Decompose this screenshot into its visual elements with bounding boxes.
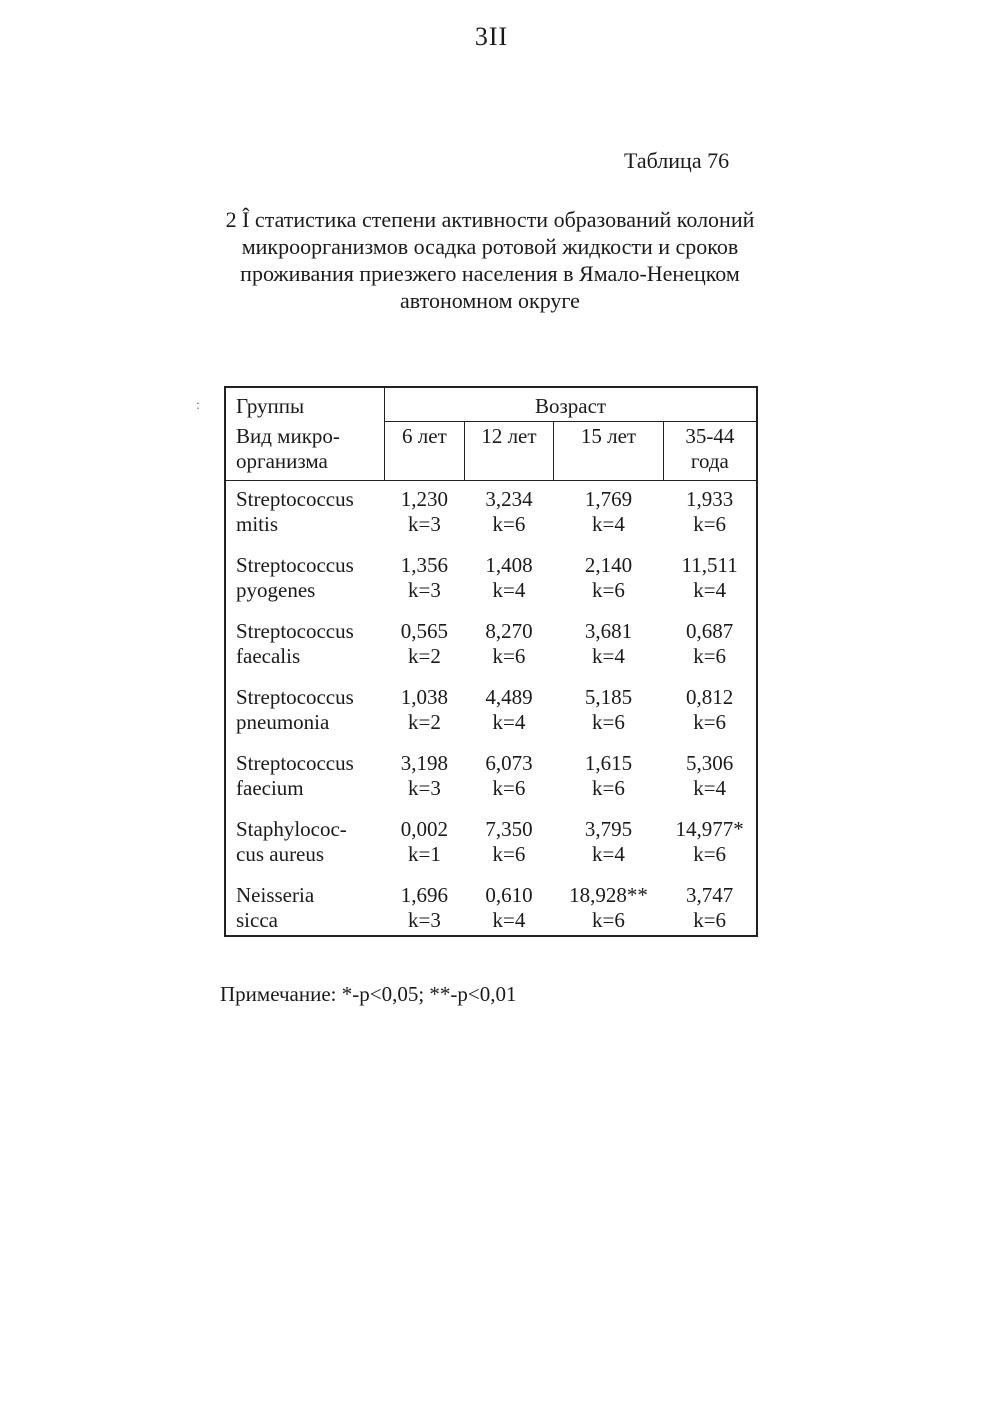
data-table [224, 386, 758, 937]
species-cell: Streptococcus pyogenes [236, 553, 354, 602]
value-cell: 14,977* k=6 [675, 817, 744, 866]
value-cell: 1,696 k=3 [400, 883, 449, 932]
value-cell: 1,356 k=3 [400, 553, 449, 602]
title-line: 2 Î статистика степени активности образований колоний [225, 207, 755, 232]
table-title [140, 206, 840, 314]
table-number: Таблица 76 [624, 148, 730, 173]
header-age-col: 12 лет [464, 422, 553, 481]
value-cell: 8,270 k=6 [485, 619, 533, 668]
title-line: проживания приезжего населения в Ямало-Ненецком [240, 261, 740, 286]
title-line: автономном округе [400, 288, 580, 313]
header-groups: Группы [225, 387, 385, 422]
value-cell: 7,350 k=6 [485, 817, 533, 866]
species-cell: Streptococcus faecalis [236, 619, 354, 668]
value-cell: 18,928** k=6 [569, 883, 648, 932]
header-age-col: 6 лет [385, 422, 465, 481]
header-row [225, 422, 757, 481]
value-cell: 5,306 k=4 [686, 751, 734, 800]
value-cell: 3,234 k=6 [485, 487, 533, 536]
species-cell: Neisseria sicca [236, 883, 315, 932]
header-age: Возраст [385, 387, 757, 422]
value-cell: 4,489 k=4 [485, 685, 533, 734]
value-cell: 0,002 k=1 [400, 817, 449, 866]
value-cell: 5,185 k=6 [584, 685, 633, 734]
table-row [225, 809, 757, 875]
page-number: 3II [474, 22, 509, 51]
table-row [225, 481, 757, 546]
value-cell: 0,565 k=2 [400, 619, 449, 668]
table-note: Примечание: *-p<0,05; **-p<0,01 [220, 982, 517, 1006]
header-row [225, 387, 757, 422]
value-cell: 3,198 k=3 [400, 751, 449, 800]
species-cell: Streptococcus mitis [236, 487, 354, 536]
value-cell: 0,610 k=4 [485, 883, 533, 932]
header-species: Вид микро- организма [225, 422, 385, 481]
value-cell: 3,747 k=6 [686, 883, 734, 932]
value-cell: 0,812 k=6 [686, 685, 734, 734]
value-cell: 1,933 k=6 [686, 487, 734, 536]
value-cell: 6,073 k=6 [485, 751, 533, 800]
value-cell: 2,140 k=6 [584, 553, 633, 602]
scan-artifact: : [196, 398, 200, 413]
header-age-col: 35-44 года [663, 422, 757, 481]
value-cell: 1,408 k=4 [485, 553, 533, 602]
value-cell: 3,681 k=4 [584, 619, 633, 668]
value-cell: 1,230 k=3 [400, 487, 449, 536]
species-cell: Streptococcus faecium [236, 751, 354, 800]
species-cell: Streptococcus pneumonia [236, 685, 354, 734]
value-cell: 1,615 k=6 [584, 751, 633, 800]
value-cell: 1,038 k=2 [400, 685, 449, 734]
table-row [225, 875, 757, 936]
title-line: микроорганизмов осадка ротовой жидкости и сроков [241, 234, 739, 259]
table-row [225, 611, 757, 677]
header-age-col: 15 лет [554, 422, 664, 481]
value-cell: 3,795 k=4 [584, 817, 633, 866]
table-row [225, 545, 757, 611]
value-cell: 11,511 k=4 [681, 553, 738, 602]
species-cell: Staphylococ- cus aureus [236, 817, 347, 866]
table-row [225, 677, 757, 743]
value-cell: 1,769 k=4 [584, 487, 633, 536]
value-cell: 0,687 k=6 [686, 619, 734, 668]
table-row [225, 743, 757, 809]
